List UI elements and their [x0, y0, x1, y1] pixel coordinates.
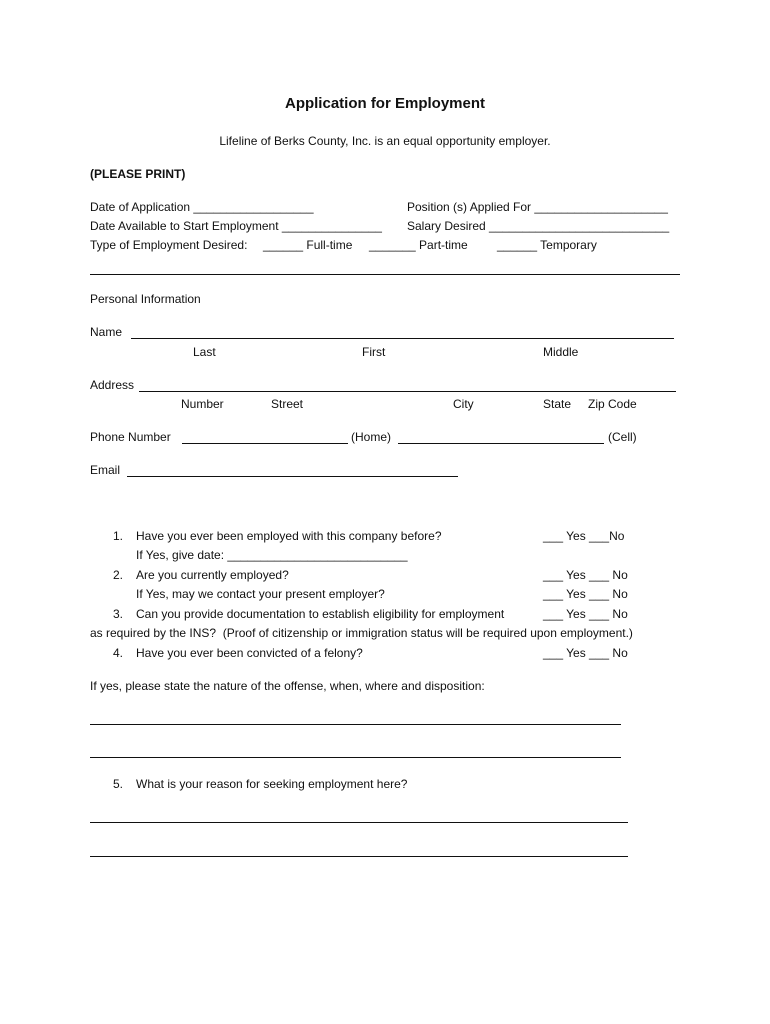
email-input-line[interactable] [127, 476, 458, 477]
question-1-number: 1. [113, 529, 124, 543]
question-3-continuation: as required by the INS? (Proof of citizenship or immigration status will be required upon employment.) [90, 626, 633, 640]
name-last-caption: Last [193, 345, 216, 359]
question-2-yes-no[interactable]: ___ Yes ___ No [543, 568, 628, 582]
reason-answer-line-2[interactable] [90, 856, 628, 857]
question-2-number: 2. [113, 568, 124, 582]
question-5-number: 5. [113, 777, 124, 791]
equal-opportunity-statement: Lifeline of Berks County, Inc. is an equal opportunity employer. [219, 134, 551, 148]
please-print-note: (PLEASE PRINT) [90, 167, 186, 181]
parttime-option[interactable]: _______ Part-time [369, 238, 468, 252]
date-of-application-field[interactable]: Date of Application __________________ [90, 200, 314, 214]
date-available-field[interactable]: Date Available to Start Employment _______________ [90, 219, 382, 233]
question-1-date-field[interactable]: If Yes, give date: ___________________________ [136, 548, 408, 562]
personal-info-heading: Personal Information [90, 292, 201, 306]
name-first-caption: First [362, 345, 386, 359]
reason-answer-line-1[interactable] [90, 822, 628, 823]
question-3-text: Can you provide documentation to establish eligibility for employment [136, 607, 505, 621]
question-1-text: Have you ever been employed with this company before? [136, 529, 442, 543]
name-input-line[interactable] [131, 338, 674, 339]
position-applied-field[interactable]: Position (s) Applied For ____________________ [407, 200, 668, 214]
address-state-caption: State [543, 397, 572, 411]
address-zip-caption: Zip Code [588, 397, 637, 411]
question-4-number: 4. [113, 646, 124, 660]
question-2-text: Are you currently employed? [136, 568, 289, 582]
question-2-contact-text: If Yes, may we contact your present employer? [136, 587, 385, 601]
question-2-contact-yes-no[interactable]: ___ Yes ___ No [543, 587, 628, 601]
question-5-text: What is your reason for seeking employment here? [136, 777, 408, 791]
salary-desired-field[interactable]: Salary Desired ___________________________ [407, 219, 670, 233]
employment-type-label: Type of Employment Desired: [90, 238, 248, 252]
fulltime-option[interactable]: ______ Full-time [263, 238, 353, 252]
address-city-caption: City [453, 397, 474, 411]
question-4-yes-no[interactable]: ___ Yes ___ No [543, 646, 628, 660]
question-1-yes-no[interactable]: ___ Yes ___No [543, 529, 625, 543]
email-label: Email [90, 463, 121, 477]
question-3-number: 3. [113, 607, 124, 621]
question-4-text: Have you ever been convicted of a felony? [136, 646, 363, 660]
name-label: Name [90, 325, 123, 339]
cell-phone-input-line[interactable] [398, 443, 604, 444]
temporary-option[interactable]: ______ Temporary [497, 238, 597, 252]
phone-label: Phone Number [90, 430, 171, 444]
question-3-yes-no[interactable]: ___ Yes ___ No [543, 607, 628, 621]
felony-answer-line-1[interactable] [90, 724, 621, 725]
address-input-line[interactable] [139, 391, 676, 392]
address-number-caption: Number [181, 397, 224, 411]
name-middle-caption: Middle [543, 345, 579, 359]
address-street-caption: Street [271, 397, 304, 411]
page-title: Application for Employment [284, 95, 485, 112]
home-phone-input-line[interactable] [182, 443, 348, 444]
home-phone-caption: (Home) [351, 430, 392, 444]
address-label: Address [90, 378, 135, 392]
cell-phone-caption: (Cell) [608, 430, 637, 444]
section-divider [90, 274, 680, 275]
felony-explanation-prompt: If yes, please state the nature of the offense, when, where and disposition: [90, 679, 485, 693]
felony-answer-line-2[interactable] [90, 757, 621, 758]
